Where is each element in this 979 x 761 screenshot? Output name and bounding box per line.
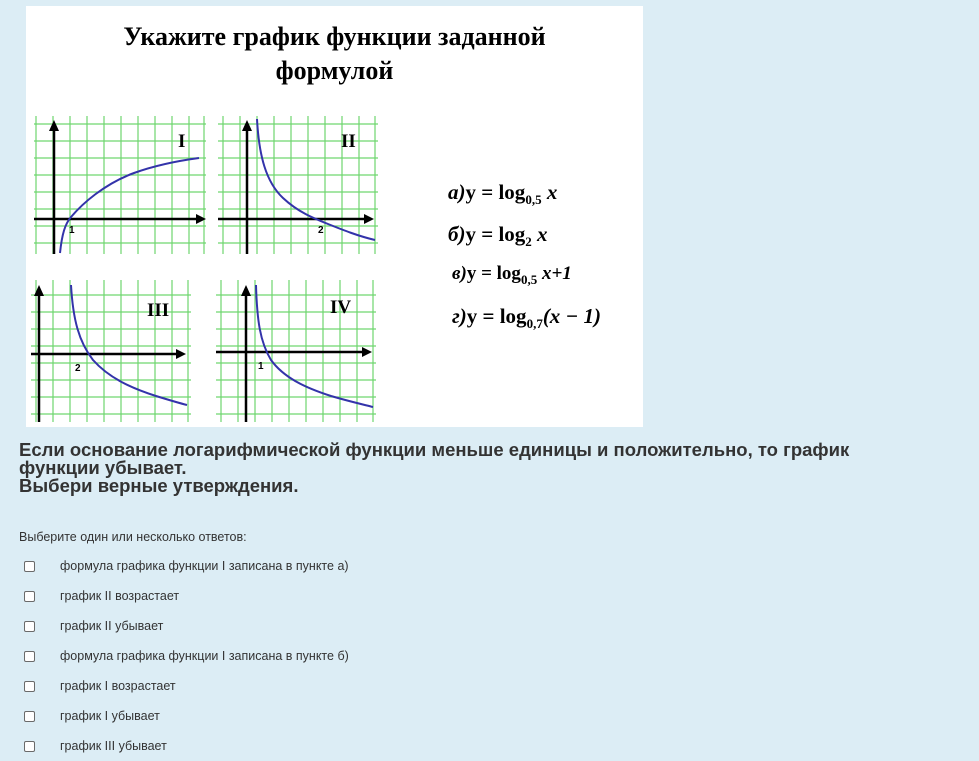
formula-a: $а)y = \log_{0,5} x$ (448, 180, 558, 207)
figure-title-line2: формулой (275, 56, 394, 85)
x-axis-arrow (176, 349, 186, 359)
answer-checkbox[interactable] (24, 591, 35, 602)
question-line2: функции убывает. (19, 457, 187, 478)
x-axis-arrow (364, 214, 374, 224)
answer-label[interactable]: график III убывает (60, 739, 167, 753)
question-text (19, 441, 969, 495)
answer-label[interactable]: формула графика функции I записана в пункте б) (60, 649, 349, 663)
answer-list (24, 551, 349, 761)
graph-roman-label: I (178, 131, 186, 152)
graph-tick-label: 2 (318, 225, 324, 236)
graph-tick-label: 1 (258, 361, 264, 372)
answer-checkbox[interactable] (24, 741, 35, 752)
answer-label[interactable]: график I убывает (60, 709, 160, 723)
answer-checkbox[interactable] (24, 621, 35, 632)
graph-i (34, 116, 206, 254)
answer-checkbox[interactable] (24, 561, 35, 572)
y-axis-arrow (241, 285, 251, 296)
answer-option[interactable] (24, 611, 349, 641)
graph-iv (216, 280, 376, 422)
figure-title (26, 20, 643, 88)
task-figure (26, 6, 643, 427)
graph-ii (218, 116, 378, 254)
graph-roman-label: III (147, 300, 170, 321)
formula-g: $г)y = \log_{0,7}(x - 1)$ (452, 304, 602, 331)
x-axis-arrow (362, 347, 372, 357)
graph-tick-label: 1 (69, 225, 75, 236)
answer-option[interactable] (24, 701, 349, 731)
graph-iii (31, 280, 191, 422)
graph-curve (60, 158, 199, 253)
answer-label[interactable]: график II возрастает (60, 589, 180, 603)
graph-roman-label: II (341, 131, 356, 152)
graph-curve (71, 285, 187, 405)
answer-option[interactable] (24, 581, 349, 611)
question-line3: Выбери верные утверждения. (19, 475, 299, 496)
answer-checkbox[interactable] (24, 681, 35, 692)
answer-instruction: Выберите один или несколько ответов: (19, 530, 247, 544)
answer-label[interactable]: формула графика функции I записана в пункте а) (60, 559, 349, 573)
graph-tick-label: 2 (75, 363, 81, 374)
y-axis-arrow (242, 120, 252, 131)
answer-label[interactable]: график I возрастает (60, 679, 176, 693)
figure-title-line1: Укажите график функции заданной (123, 22, 546, 51)
formula-v: $в)y = \log_{0,5} x+1$ (452, 263, 572, 287)
graph-roman-label: IV (330, 297, 352, 318)
formula-b: $б)y = \log_2 x$ (448, 222, 548, 249)
question-line1: Если основание логарифмической функции меньше единицы и положительно, то график (19, 439, 850, 460)
answer-label[interactable]: график II убывает (60, 619, 164, 633)
answer-checkbox[interactable] (24, 711, 35, 722)
graph-curve (257, 119, 375, 240)
answer-option[interactable] (24, 731, 349, 761)
answer-option[interactable] (24, 671, 349, 701)
answer-checkbox[interactable] (24, 651, 35, 662)
answer-option[interactable] (24, 551, 349, 581)
y-axis-arrow (49, 120, 59, 131)
answer-option[interactable] (24, 641, 349, 671)
